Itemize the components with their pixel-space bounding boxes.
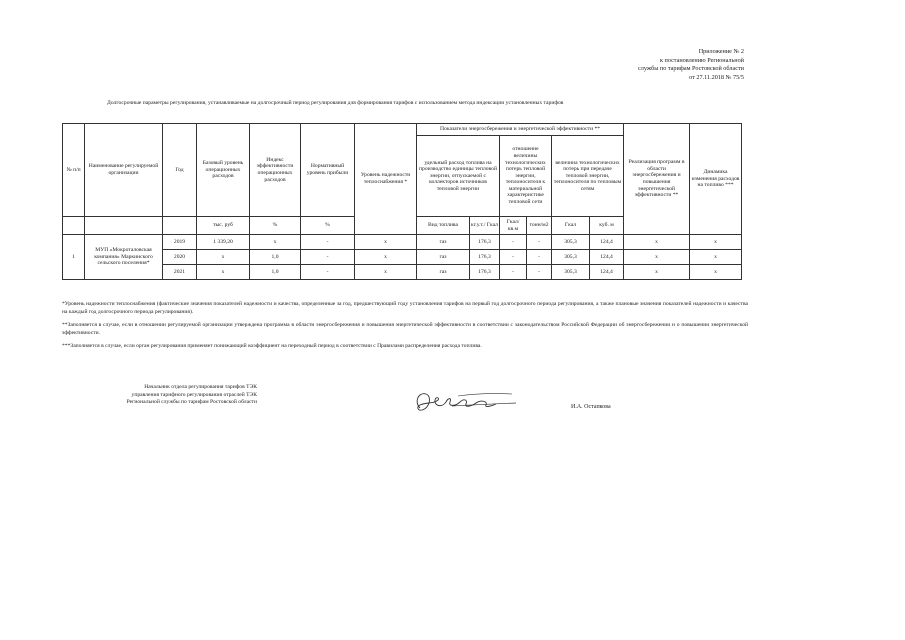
footnote-fuel-dynamics: ***Заполняется в случае, если орган регулирования применяет понижающий коэффициент на переходный период в соответствии с Правилами распределения расхода топлива.: [62, 343, 482, 349]
cell-fuel-type: газ: [417, 235, 470, 250]
footnotes: [62, 300, 748, 355]
cell-fuel-type: газ: [417, 265, 470, 280]
unit-index: %: [250, 217, 301, 235]
appendix-line-2: к постановлению Региональной: [659, 56, 744, 64]
cell-ratio-1: -: [500, 265, 527, 280]
footnote-energy-saving: **Заполняется в случае, если в отношении регулируемой организации утверждена программа в области энергосбережения и повышения энергетической эффективности в соответствии с законодательством Российской Федерации об энергосбережении и о повышении энергетической эффективности.: [62, 322, 748, 336]
unit-base: тыс. руб: [197, 217, 250, 235]
header-dynamics: Динамика изменения расходов на топливо ***: [690, 124, 742, 235]
cell-ratio-2: -: [527, 250, 552, 265]
header-num: № п/п: [63, 124, 85, 217]
cell-fuel-type: газ: [417, 250, 470, 265]
cell-fuel-value: 176,3: [470, 250, 500, 265]
unit-profit: %: [301, 217, 355, 235]
cell-base: х: [197, 250, 250, 265]
cell-reliability: х: [355, 250, 417, 265]
signatory-position: [87, 384, 257, 407]
units-org-empty: [85, 217, 163, 235]
cell-ratio-2: -: [527, 265, 552, 280]
cell-index: х: [250, 235, 301, 250]
cell-dynamics: х: [690, 265, 742, 280]
cell-year: 2021: [163, 265, 197, 280]
cell-base: 1 339,20: [197, 235, 250, 250]
header-org: Наименование регулируемой организации: [85, 124, 163, 217]
appendix-line-3: службы по тарифам Ростовской области: [638, 65, 744, 73]
appendix-line-4: от 27.11.2018 № 75/5: [689, 73, 744, 81]
position-line-3: Региональной службы по тарифам Ростовской области: [126, 399, 257, 406]
cell-dynamics: х: [690, 235, 742, 250]
cell-loss-1: 305,3: [552, 235, 590, 250]
cell-loss-2: 124,4: [590, 250, 624, 265]
cell-index: 1,0: [250, 250, 301, 265]
position-line-1: Начальник отдела регулирования тарифов ТЭК: [144, 384, 257, 390]
header-year: Год: [163, 124, 197, 217]
cell-loss-2: 124,4: [590, 235, 624, 250]
cell-base: х: [197, 265, 250, 280]
cell-reliability: х: [355, 265, 417, 280]
header-index: Индекс эффективности операционных расходов: [250, 124, 301, 217]
header-row-1: [63, 124, 742, 136]
cell-ratio-1: -: [500, 250, 527, 265]
cell-programs: х: [624, 265, 690, 280]
cell-loss-1: 305,3: [552, 250, 590, 265]
cell-profit: -: [301, 265, 355, 280]
unit-loss-2: куб. м: [590, 217, 624, 235]
unit-loss-1: Гкал: [552, 217, 590, 235]
parameters-table: [62, 123, 742, 280]
unit-fuel-type: Вид топлива: [417, 217, 470, 235]
org-number: 1: [63, 235, 85, 280]
cell-ratio-2: -: [527, 235, 552, 250]
table-row: [63, 250, 742, 265]
signatory-name: И.А. Остапкова: [571, 404, 611, 410]
header-losses-ratio: отношение величины технологических потерь тепловой энергии, теплоносителя к материальной характеристике тепловой сети: [500, 136, 552, 217]
units-year-empty: [163, 217, 197, 235]
cell-ratio-1: -: [500, 235, 527, 250]
cell-programs: х: [624, 235, 690, 250]
cell-programs: х: [624, 250, 690, 265]
cell-loss-1: 305,3: [552, 265, 590, 280]
cell-index: 1,0: [250, 265, 301, 280]
header-base: Базовый уровень операционных расходов: [197, 124, 250, 217]
cell-profit: -: [301, 250, 355, 265]
footnote-reliability: *Уровень надежности теплоснабжения (фактические значения показателей надежности и качества, определенные за год, предшествующий году установления тарифов на первый год долгосрочного периода регулирования, а также плановые значения показателей надежности и качества на каждый год долгосрочного периода регулирования).: [62, 301, 748, 315]
table-row: [63, 235, 742, 250]
units-num-empty: [63, 217, 85, 235]
cell-loss-2: 124,4: [590, 265, 624, 280]
handwritten-signature: [412, 388, 520, 418]
header-energy-group: Показатели энергосбережения и энергетической эффективности **: [417, 124, 624, 136]
cell-dynamics: х: [690, 250, 742, 265]
appendix-line-1: Приложение № 2: [698, 48, 744, 55]
cell-fuel-value: 176,3: [470, 235, 500, 250]
cell-fuel-value: 176,3: [470, 265, 500, 280]
header-reliability: Уровень надежности теплоснабжения *: [355, 124, 417, 235]
cell-profit: -: [301, 235, 355, 250]
table-caption: Долгосрочные параметры регулирования, устанавливаемые на долгосрочный период регулирования для формирования тарифов с использованием метода индексации установленных тарифов: [107, 100, 564, 106]
cell-year: 2020: [163, 250, 197, 265]
header-losses: величина технологических потерь при передаче тепловой энергии, теплоносителя по тепловым сетям: [552, 136, 624, 217]
cell-year: 2019: [163, 235, 197, 250]
appendix-header: [638, 48, 744, 82]
position-line-2: управления тарифного регулирования отраслей ТЭК: [131, 391, 257, 398]
unit-ratio-2: тонн/м2: [527, 217, 552, 235]
header-programs: Реализация программ в области энергосбережения и повышения энергетической эффективности **: [624, 124, 690, 235]
cell-reliability: х: [355, 235, 417, 250]
unit-fuel: кг.у.т./ Гкал: [470, 217, 500, 235]
table-row: [63, 265, 742, 280]
unit-ratio-1: Гкал/ кв.м: [500, 217, 527, 235]
header-profit: Нормативный уровень прибыли: [301, 124, 355, 217]
header-fuel: удельный расход топлива на производство единицы тепловой энергии, отпускаемой с коллекторов источников тепловой энергии: [417, 136, 500, 217]
org-name: МУП «Мокроталовская компания» Маркинского сельского поселения*: [85, 235, 163, 280]
